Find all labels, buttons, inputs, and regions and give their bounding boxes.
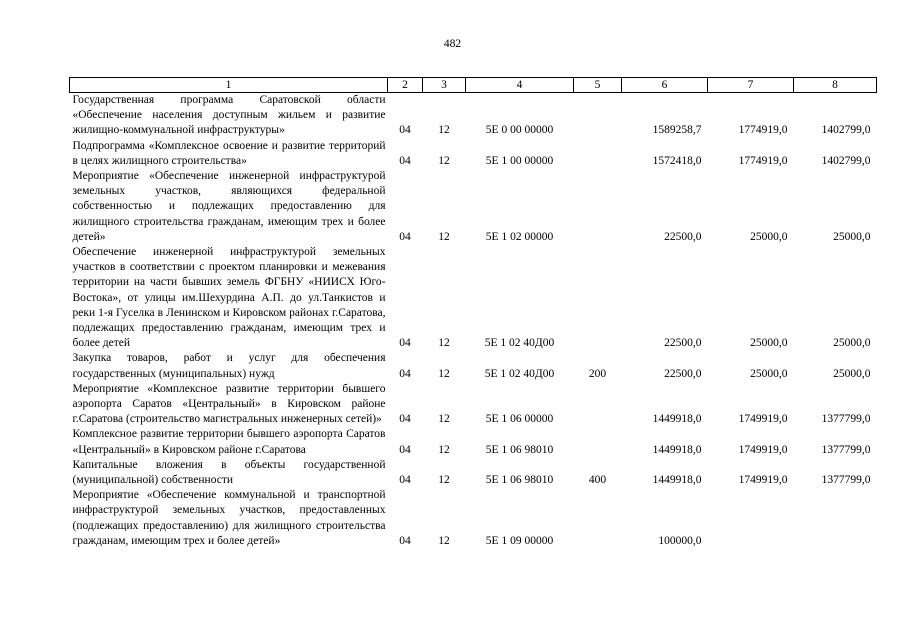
header-cell: 6 bbox=[622, 78, 708, 93]
row-amount-1: 1449918,0 bbox=[652, 413, 702, 426]
table-row bbox=[70, 458, 877, 488]
row-expense-type bbox=[574, 245, 622, 351]
row-amount-3 bbox=[794, 488, 877, 549]
row-name: Мероприятие «Обеспечение инженерной инфраструктурой земельных участков, являющихся федеральной собственностью и подлежащих предоставлению для жилищного строительства гражданам, имеющим трех и более детей» bbox=[72, 170, 386, 243]
row-amount-2: 1749919,0 bbox=[738, 443, 788, 456]
row-name: Капитальные вложения в объекты государственной (муниципальной) собственности bbox=[72, 458, 386, 487]
row-name: Мероприятие «Комплексное развитие территории бывшего аэропорта Саратов «Центральный» в Кировском районе г.Саратова (строительство магистральных инженерных сетей)» bbox=[72, 382, 386, 426]
row-amount-1: 1589258,7 bbox=[652, 124, 702, 137]
row-amount-1: 22500,0 bbox=[664, 337, 702, 350]
row-section: 04 bbox=[399, 413, 411, 426]
row-amount-3: 1402799,0 bbox=[821, 124, 871, 137]
row-amount-1: 100000,0 bbox=[658, 534, 702, 547]
row-subsection: 12 bbox=[438, 124, 450, 137]
table-row bbox=[70, 351, 877, 381]
header-cell: 8 bbox=[794, 78, 877, 93]
row-amount-1: 1449918,0 bbox=[652, 474, 702, 487]
row-target-code: 5Е 1 02 40Д00 bbox=[484, 367, 555, 380]
table-row bbox=[70, 169, 877, 245]
row-name: Обеспечение инженерной инфраструктурой земельных участков в соответствии с проектом планировки и межевания территории на части бывших земель ФГБНУ «НИИСХ Юго-Востока», от улицы им.Шехурдина А.П. до ул.Танкистов и реки 1-я Гуселка в Ленинском и Кировском районах г.Саратова, подлежащих предоставлению гражданам, имеющим трех и более детей bbox=[72, 246, 386, 350]
row-target-code: 5Е 1 06 98010 bbox=[485, 443, 554, 456]
row-target-code: 5Е 1 00 00000 bbox=[485, 154, 554, 167]
table-row bbox=[70, 488, 877, 549]
row-target-code: 5Е 1 06 00000 bbox=[485, 413, 554, 426]
row-target-code: 5Е 1 02 00000 bbox=[485, 230, 554, 243]
row-expense-type: 400 bbox=[588, 474, 607, 487]
table-row bbox=[70, 245, 877, 351]
table-row bbox=[70, 382, 877, 428]
row-amount-3: 25000,0 bbox=[833, 337, 871, 350]
header-cell: 4 bbox=[466, 78, 574, 93]
table-row bbox=[70, 427, 877, 457]
row-target-code: 5Е 1 02 40Д00 bbox=[484, 337, 555, 350]
header-cell: 5 bbox=[574, 78, 622, 93]
row-subsection: 12 bbox=[438, 443, 450, 456]
row-amount-2: 1749919,0 bbox=[738, 413, 788, 426]
row-amount-3: 25000,0 bbox=[833, 367, 871, 380]
row-amount-1: 1449918,0 bbox=[652, 443, 702, 456]
row-amount-2: 25000,0 bbox=[750, 367, 788, 380]
row-amount-3: 1377799,0 bbox=[821, 413, 871, 426]
row-expense-type bbox=[574, 427, 622, 457]
row-expense-type bbox=[574, 488, 622, 549]
row-amount-2: 1749919,0 bbox=[738, 474, 788, 487]
row-amount-2: 25000,0 bbox=[750, 337, 788, 350]
row-expense-type bbox=[574, 93, 622, 139]
row-target-code: 5Е 1 09 00000 bbox=[485, 534, 554, 547]
row-subsection: 12 bbox=[438, 230, 450, 243]
row-amount-2: 1774919,0 bbox=[738, 124, 788, 137]
row-amount-2 bbox=[708, 488, 794, 549]
row-section: 04 bbox=[399, 474, 411, 487]
row-amount-1: 22500,0 bbox=[664, 367, 702, 380]
header-cell: 1 bbox=[70, 78, 388, 93]
row-subsection: 12 bbox=[438, 154, 450, 167]
row-amount-2: 25000,0 bbox=[750, 230, 788, 243]
row-name: Мероприятие «Обеспечение коммунальной и транспортной инфраструктурой земельных участков, предоставленных (подлежащих предоставлению) для жилищного строительства гражданам, имеющим трех и более детей» bbox=[72, 489, 386, 547]
row-section: 04 bbox=[399, 230, 411, 243]
row-section: 04 bbox=[399, 154, 411, 167]
row-target-code: 5Е 1 06 98010 bbox=[485, 474, 554, 487]
row-expense-type bbox=[574, 382, 622, 428]
row-subsection: 12 bbox=[438, 474, 450, 487]
header-row bbox=[70, 78, 877, 93]
table-row bbox=[70, 93, 877, 139]
row-section: 04 bbox=[399, 443, 411, 456]
row-amount-3: 25000,0 bbox=[833, 230, 871, 243]
row-expense-type: 200 bbox=[588, 367, 607, 380]
table-row bbox=[70, 139, 877, 169]
row-name: Подпрограмма «Комплексное освоение и развитие территорий в целях жилищного строительства» bbox=[72, 139, 386, 167]
row-section: 04 bbox=[399, 337, 411, 350]
row-subsection: 12 bbox=[438, 534, 450, 547]
row-subsection: 12 bbox=[438, 337, 450, 350]
header-cell: 7 bbox=[708, 78, 794, 93]
page-number: 482 bbox=[443, 38, 462, 50]
budget-table bbox=[69, 77, 877, 549]
row-subsection: 12 bbox=[438, 413, 450, 426]
row-section: 04 bbox=[399, 534, 411, 547]
row-amount-3: 1377799,0 bbox=[821, 443, 871, 456]
row-section: 04 bbox=[399, 367, 411, 380]
row-expense-type bbox=[574, 169, 622, 245]
row-name: Закупка товаров, работ и услуг для обеспечения государственных (муниципальных) нужд bbox=[72, 352, 386, 380]
row-subsection: 12 bbox=[438, 367, 450, 380]
row-amount-3: 1402799,0 bbox=[821, 154, 871, 167]
header-cell: 2 bbox=[388, 78, 423, 93]
header-cell: 3 bbox=[423, 78, 466, 93]
row-name: Комплексное развитие территории бывшего аэропорта Саратов «Центральный» в Кировском районе г.Саратова bbox=[72, 428, 386, 456]
row-target-code: 5Е 0 00 00000 bbox=[485, 124, 554, 137]
row-amount-2: 1774919,0 bbox=[738, 154, 788, 167]
row-amount-3: 1377799,0 bbox=[821, 474, 871, 487]
row-amount-1: 1572418,0 bbox=[652, 154, 702, 167]
row-section: 04 bbox=[399, 124, 411, 137]
row-amount-1: 22500,0 bbox=[664, 230, 702, 243]
row-expense-type bbox=[574, 139, 622, 169]
row-name: Государственная программа Саратовской области «Обеспечение населения доступным жильем и развитие жилищно-коммунальной инфраструктуры» bbox=[72, 94, 386, 137]
